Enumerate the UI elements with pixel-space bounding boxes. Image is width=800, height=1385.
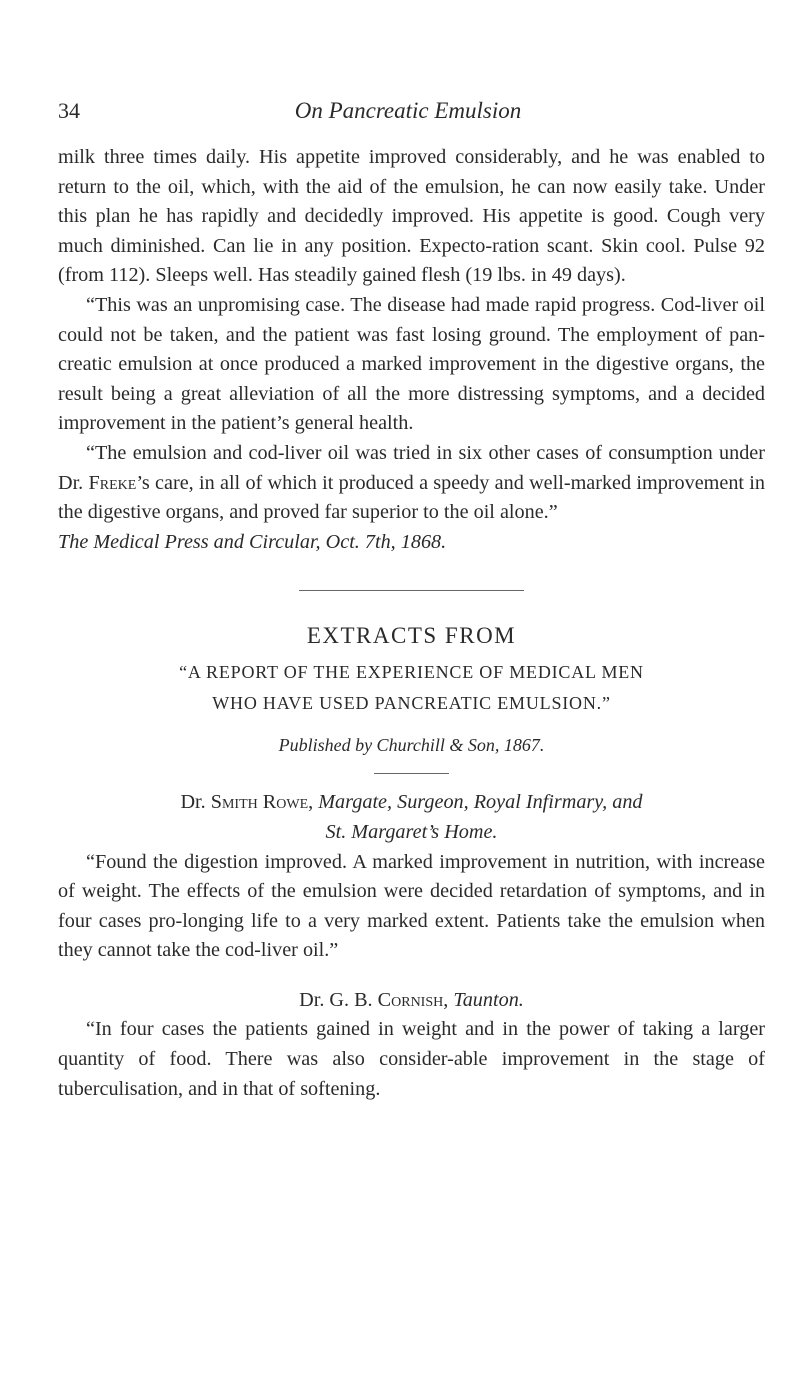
quote-cornish: “In four cases the patients gained in weight and in the power of taking a larger quantity of food. There was also consider-able improvement in the stage of tuberculisation, and in that of softening. — [58, 1018, 765, 1100]
paragraph-case-continuation: milk three times daily. His appetite improved considerably, and he was enabled to return to the oil, which, with the aid of the emulsion, he can now easily take. Under this plan he has rapidly and decidedly improved. His appetite is good. Cough very much diminished. Can lie in any position. Expecto-ration scant. Skin cool. Pulse 92 (from 112). Sleeps well. Has steadily gained flesh (19 lbs. in 49 days). — [58, 146, 765, 287]
citation: The Medical Press and Circular, Oct. 7th, 1868. — [58, 530, 447, 553]
author-line — [58, 788, 765, 818]
short-divider — [374, 773, 449, 774]
doctor-name-freke: Freke — [88, 471, 137, 494]
author-affiliation-continued: St. Margaret’s Home. — [325, 820, 498, 843]
author-affiliation: Margate, Surgeon, Royal Infirmary, and — [318, 791, 643, 814]
quote-smith-rowe: “Found the digestion improved. A marked improvement in nutrition, with increase of weight. The effects of the emulsion were decided retardation of symptoms, and in four cases pro-longing life to a very marked extent. Patients take the emulsion when they cannot take the cod-liver oil.” — [58, 850, 765, 962]
author-heading — [58, 788, 765, 847]
report-title — [58, 657, 765, 719]
author-name: Smith Rowe, — [210, 791, 314, 814]
section-divider — [299, 590, 524, 591]
author-heading — [58, 986, 765, 1016]
publisher-line: Published by Churchill & Son, 1867. — [278, 735, 545, 756]
running-head — [58, 98, 758, 128]
author-prefix: Dr. — [299, 988, 325, 1011]
extracts-heading: EXTRACTS FROM — [306, 623, 517, 649]
author-name: G. B. Cornish, — [329, 988, 449, 1011]
author-affiliation: Taunton. — [453, 988, 524, 1011]
paragraph-text-end: ’s care, in all of which it produced a speedy and well-marked improvement in the digestive organs, and proved far superior to the oil alone.” — [58, 471, 766, 524]
report-title-line: WHO HAVE USED PANCREATIC EMULSION.” — [212, 693, 611, 714]
author-prefix: Dr. — [180, 791, 206, 814]
report-title-line: “A REPORT OF THE EXPERIENCE OF MEDICAL MEN — [179, 662, 644, 683]
running-title: On Pancreatic Emulsion — [294, 98, 522, 123]
paragraph-six-other-cases — [58, 439, 765, 528]
body-text — [58, 143, 765, 1104]
paragraph-unpromising-case: “This was an unpromising case. The disease had made rapid progress. Cod-liver oil could not be taken, and the patient was fast losing ground. The employment of pan-creatic emulsion at once produced a marked improvement in the digestive organs, the result being a great alleviation of all the more distressing symptoms, and a decided improvement in the patient’s general health. — [58, 293, 765, 435]
page-number: 34 — [58, 98, 80, 123]
author-line — [58, 986, 765, 1016]
paragraph-text-start: “The emulsion and cod-liver oil was tried in six other cases of consumption under Dr. — [58, 441, 765, 494]
